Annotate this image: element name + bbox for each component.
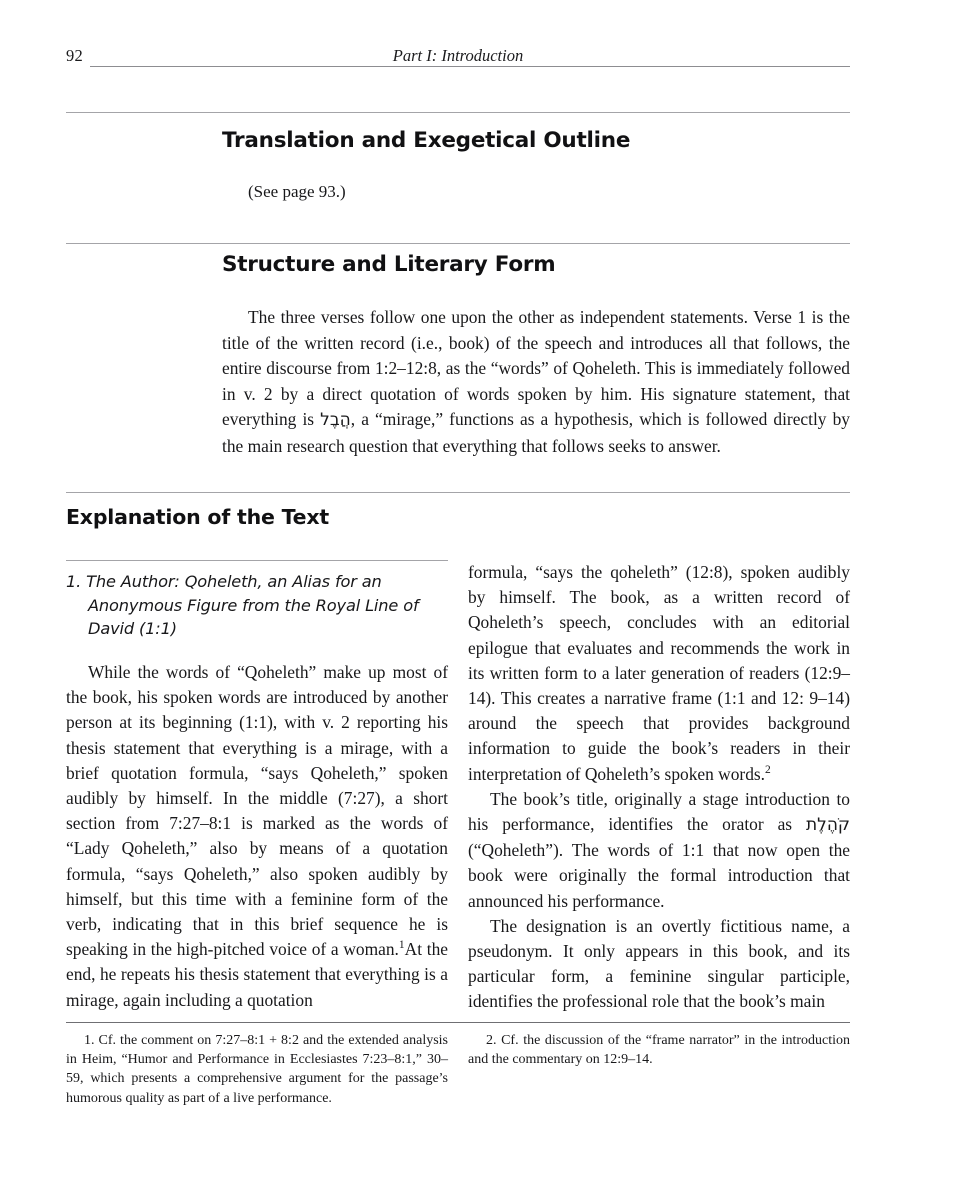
rule-above-translation-heading	[66, 112, 850, 113]
heading-translation-and-exegetical-outline: Translation and Exegetical Outline	[222, 128, 631, 153]
paragraph: The designation is an overtly fictitious name, a pseudonym. It only appears in this book, and its particular form, a feminine singular participle, identifies the professional role that the book’s main	[468, 915, 850, 1012]
subheading-the-author	[66, 570, 456, 641]
running-head-title: Part I: Introduction	[392, 46, 524, 65]
footnote-area-left	[66, 1031, 448, 1108]
footnote-marker-2: 2	[765, 763, 771, 776]
page-number: 92	[66, 46, 83, 65]
structure-paragraph	[222, 305, 850, 460]
paragraph	[468, 560, 850, 787]
structure-paragraph-pre: The three verses follow one upon the other as independent statements. Verse 1 is the title of the written record (i.e., book) of the speech and introduces all that follows, the entire discourse from 1:2–12:8, as the “words” of Qoheleth. This is immediately followed in v. 2 by a direct quotation of words spoken by him. His signature statement, that everything is	[222, 307, 850, 430]
rule-above-subheading	[66, 560, 448, 561]
paragraph	[66, 660, 448, 1013]
footnote-2: 2. Cf. the discussion of the “frame narrator” in the introduction and the commentary on 12:9–14.	[468, 1033, 850, 1068]
body-column-right	[468, 560, 850, 1015]
heading-structure-and-literary-form: Structure and Literary Form	[222, 252, 556, 277]
right-col-para-1: formula, “says the qoheleth” (12:8), spoken audibly by himself. The book, as a written record of Qoheleth’s speech, concludes with an editorial epilogue that evaluates and recommends the work in its written form to a later generation of readers (12:9–14). This creates a narrative frame (1:1 and 12: 9–14) around the speech that provides background information to guide the book’s readers in their interpretation of Qoheleth’s spoken words.	[468, 562, 850, 784]
subheading-label: 1. The Author: Qoheleth, an Alias for an Anonymous Figure from the Royal Line of David (1:1)	[66, 572, 419, 638]
body-column-left	[66, 660, 448, 1013]
translation-see-page-note: (See page 93.)	[248, 182, 346, 201]
heading-explanation-of-the-text: Explanation of the Text	[66, 505, 329, 529]
footnote-1: 1. Cf. the comment on 7:27–8:1 + 8:2 and the extended analysis in Heim, “Humor and Performance in Ecclesiastes 7:23–8:1,” 30–59, which presents a comprehensive argument for the passage’s humorous quality as part of a live performance.	[66, 1033, 448, 1106]
rule-above-explanation-heading	[66, 492, 850, 493]
structure-paragraph-post: , a “mirage,” functions as a hypothesis, which is followed directly by the main research question that everything that follows seeks to answer.	[222, 409, 850, 456]
footnote-separator-rule	[66, 1022, 850, 1023]
hebrew-word-qoheleth: קֹהֶלֶת	[805, 815, 850, 836]
right-col-para-2-post: (“Qoheleth”). The words of 1:1 that now open the book were originally the formal introduction that announced his performance.	[468, 840, 850, 911]
running-head	[66, 46, 850, 72]
left-col-para-1: While the words of “Qoheleth” make up most of the book, his spoken words are introduced by another person at its beginning (1:1), with v. 2 reporting his thesis statement that everything is a mirage, with a brief quotation formula, “says Qoheleth,” spoken audibly by himself. In the middle (7:27), a short section from 7:27–8:1 is marked as the words of “Lady Qoheleth,” also by means of a quotation formula, “says Qoheleth,” also spoken audibly by himself, but this time with a feminine form of the verb, indicating that in this brief sequence he is speaking in the high-pitched voice of a woman.	[66, 662, 448, 960]
footnote-marker-1: 1	[398, 939, 405, 952]
running-head-rule	[90, 66, 850, 67]
footnote-area-right	[468, 1031, 850, 1069]
right-col-para-2-pre: The book’s title, originally a stage introduction to his performance, identifies the orator as	[468, 788, 850, 835]
hebrew-word-hevel: הֲבֶל	[320, 410, 351, 431]
rule-above-structure-heading	[66, 243, 850, 244]
left-col-para-1-continued: At the end, he repeats his thesis statement that everything is a mirage, again including a quotation	[66, 939, 448, 1010]
paragraph	[468, 787, 850, 914]
